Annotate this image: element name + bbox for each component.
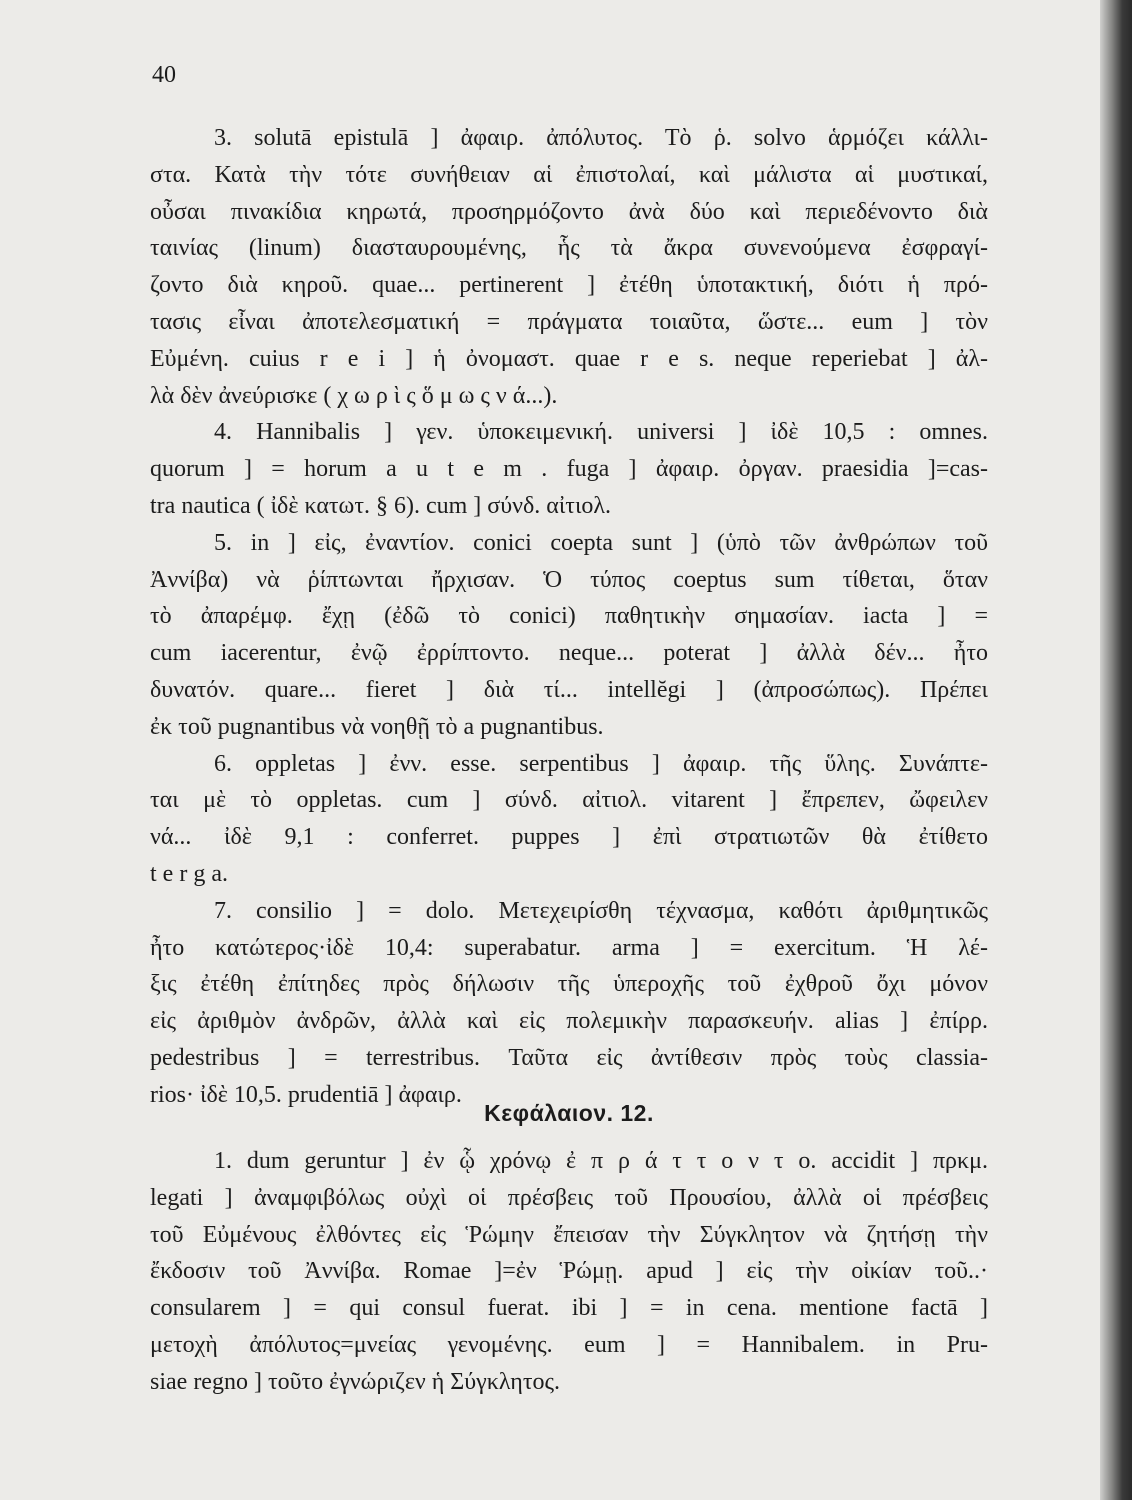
text-line: 7. consilio ] = dolo. Μετεχειρίσθη τέχνασμα, καθότι ἀριθμητικῶς (214, 897, 988, 924)
text-line: εἰς ἀριθμὸν ἀνδρῶν, ἀλλὰ καὶ εἰς πολεμικὴν παρασκευήν. alias ] ἐπίρρ. (150, 1008, 988, 1035)
text-line: 3. solutā epistulā ] ἀφαιρ. ἀπόλυτος. Τὸ ῥ. solvo ἁρμόζει κάλλι- (214, 125, 988, 151)
text-line: ται μὲ τὸ oppletas. cum ] σύνδ. αἰτιολ. vitarent ] ἔπρεπεν, ὤφειλεν (150, 787, 988, 814)
text-line: siae regno ] τοῦτο ἐγνώριζεν ἡ Σύγκλητος. (150, 1368, 560, 1395)
text-line: cum iacerentur, ἐνῷ ἐρρίπτοντο. neque... poterat ] ἀλλὰ δέν... ἦτο (150, 640, 988, 667)
text-line: 6. oppletas ] ἐνν. esse. serpentibus ] ἀφαιρ. τῆς ὕλης. Συνάπτε- (214, 750, 988, 777)
commentary-section-chapter-11 (150, 120, 988, 1114)
text-line: ἦτο κατώτερος·ἰδὲ 10,4: superabatur. arma ] = exercitum. Ἡ λέ- (150, 934, 988, 961)
text-line: rios· ἰδὲ 10,5. prudentiā ] ἀφαιρ. (150, 1081, 462, 1108)
text-line: δυνατόν. quare... fieret ] διὰ τί... intellĕgi ] (ἀπροσώπως). Πρέπει (150, 676, 988, 703)
text-line: Ἀννίβα) νὰ ῥίπτωνται ἤρχισαν. Ὁ τύπος coeptus sum τίθεται, ὅταν (150, 566, 988, 593)
page-number: 40 (152, 62, 176, 88)
text-line: τασις εἶναι ἀποτελεσματική = πράγματα τοιαῦτα, ὥστε... eum ] τὸν (150, 308, 988, 335)
text-line: quorum ] = horum a u t e m . fuga ] ἀφαιρ. ὀργαν. praesidia ]=cas- (150, 456, 988, 483)
chapter-heading: Κεφάλαιον. 12. (484, 1100, 654, 1126)
text-line: ταινίας (linum) διασταυρουμένης, ἧς τὰ ἄκρα συνενούμενα ἐσφραγί- (150, 235, 988, 262)
text-line: Εὐμένη. cuius r e i ] ἡ ὀνομαστ. quae r e s. neque reperiebat ] ἀλ- (150, 345, 988, 372)
text-line: tra nautica ( ἰδὲ κατωτ. § 6). cum ] σύνδ. αἰτιολ. (150, 492, 612, 519)
text-line: στα. Κατὰ τὴν τότε συνήθειαν αἱ ἐπιστολαί, καὶ μάλιστα αἱ μυστικαί, (150, 161, 988, 188)
text-line: t e r g a. (150, 860, 228, 887)
text-line: 5. in ] εἰς, ἐναντίον. conici coepta sunt ] (ὑπὸ τῶν ἀνθρώπων τοῦ (214, 529, 988, 556)
text-line: τὸ ἀπαρέμφ. ἔχῃ (ἐδῶ τὸ conici) παθητικὴν σημασίαν. iacta ] = (150, 603, 988, 630)
text-line: τοῦ Εὐμένους ἐλθόντες εἰς Ῥώμην ἔπεισαν τὴν Σύγκλητον νὰ ζητήσῃ τὴν (150, 1221, 988, 1248)
text-line: ξις ἐτέθη ἐπίτηδες πρὸς δήλωσιν τῆς ὑπεροχῆς τοῦ ἐχθροῦ ὄχι μόνον (150, 971, 988, 998)
text-line: λὰ δὲν ἀνεύρισκε ( χ ω ρ ὶ ς ὅ μ ω ς ν ά...). (150, 382, 558, 409)
text-line: νά... ἰδὲ 9,1 : conferret. puppes ] ἐπὶ στρατιωτῶν θὰ ἐτίθετο (150, 824, 988, 851)
text-line: ζοντο διὰ κηροῦ. quae... pertinerent ] ἐτέθη ὑποτακτική, διότι ἡ πρό- (150, 272, 988, 299)
text-line: οὖσαι πινακίδια κηρωτά, προσηρμόζοντο ἀνὰ δύο καὶ περιεδένοντο διὰ (150, 198, 988, 225)
text-line: ἔκδοσιν τοῦ Ἀννίβα. Romae ]=ἐν Ῥώμῃ. apud ] εἰς τὴν οἰκίαν τοῦ..· (150, 1258, 988, 1285)
text-line: pedestribus ] = terrestribus. Ταῦτα εἰς ἀντίθεσιν πρὸς τοὺς classia- (150, 1044, 988, 1071)
text-line: μετοχὴ ἀπόλυτος=μνείας γενομένης. eum ] = Hannibalem. in Pru- (150, 1331, 988, 1358)
commentary-section-chapter-12 (150, 1143, 988, 1401)
text-line: 1. dum geruntur ] ἐν ᾧ χρόνῳ ἐ π ρ ά τ τ ο ν τ ο. accidit ] πρκμ. (214, 1148, 988, 1174)
text-line: 4. Hannibalis ] γεν. ὑποκειμενική. universi ] ἰδὲ 10,5 : omnes. (214, 419, 988, 446)
book-binding-edge (1100, 0, 1132, 1500)
text-line: consularem ] = qui consul fuerat. ibi ] = in cena. mentione factā ] (150, 1295, 988, 1322)
text-line: legati ] ἀναμφιβόλως οὐχὶ οἱ πρέσβεις τοῦ Προυσίου, ἀλλὰ οἱ πρέσβεις (150, 1184, 988, 1211)
text-line: ἐκ τοῦ pugnantibus νὰ νοηθῇ τὸ a pugnantibus. (150, 713, 604, 740)
